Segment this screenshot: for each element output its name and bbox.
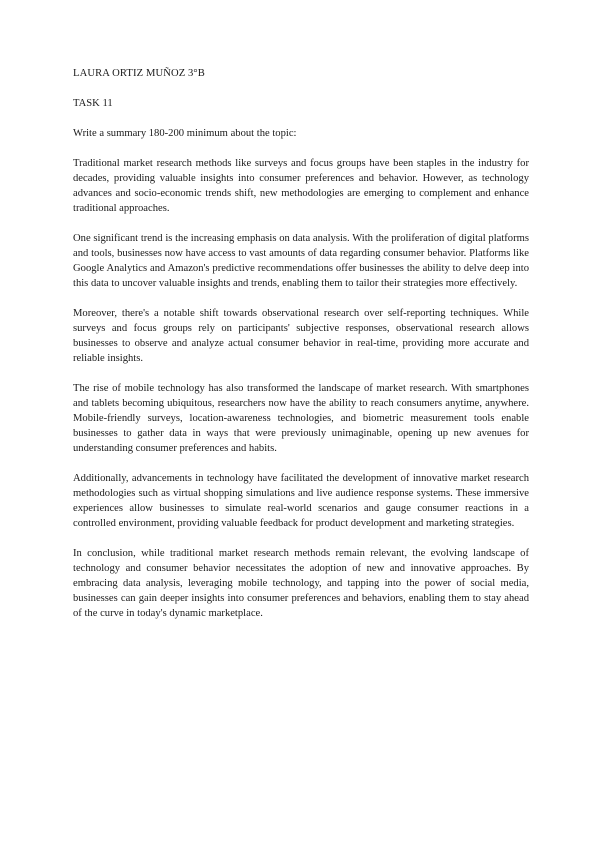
paragraph-intro: Traditional market research methods like surveys and focus groups have been staples in the industry for decades, providing valuable insights into consumer preferences and behavior. However, as technology advances and socio-economic trends shift, new methodologies are emerging to complement and enhance traditional approaches. xyxy=(73,158,529,214)
paragraph-innovative-methodologies: Additionally, advancements in technology have facilitated the development of innovative market research methodologies such as virtual shopping simulations and live audience response systems. These immersive experiences allow businesses to simulate real-world scenarios and gauge consumer reactions in a controlled environment, providing valuable feedback for product development and marketing strategies. xyxy=(73,473,529,529)
author-line: LAURA ORTIZ MUÑOZ 3°B xyxy=(73,68,205,79)
document-body xyxy=(73,66,529,636)
paragraph-data-analysis: One significant trend is the increasing emphasis on data analysis. With the proliferation of digital platforms and tools, businesses now have access to vast amounts of data regarding consumer behavior. Platforms like Google Analytics and Amazon's predictive recommendations offer businesses the ability to delve deep into this data to uncover valuable insights and trends, enabling them to tailor their strategies more effectively. xyxy=(73,233,529,289)
paragraph-observational-research: Moreover, there's a notable shift towards observational research over self-reporting techniques. While surveys and focus groups rely on participants' subjective responses, observational research allows businesses to observe and analyze actual consumer behavior in real-time, providing more accurate and reliable insights. xyxy=(73,308,529,364)
task-prompt: Write a summary 180-200 minimum about the topic: xyxy=(73,128,297,139)
paragraph-mobile-technology: The rise of mobile technology has also transformed the landscape of market research. With smartphones and tablets becoming ubiquitous, researchers now have the ability to reach consumers anytime, anywhere. Mobile-friendly surveys, location-awareness technologies, and biometric measurement tools enable businesses to gather data in ways that were previously unimaginable, opening up new avenues for understanding consumer preferences and habits. xyxy=(73,383,529,454)
task-title: TASK 11 xyxy=(73,98,113,109)
paragraph-conclusion: In conclusion, while traditional market research methods remain relevant, the evolving landscape of technology and consumer behavior necessitates the adoption of new and innovative approaches. By embracing data analysis, leveraging mobile technology, and tapping into the power of social media, businesses can gain deeper insights into consumer preferences and behaviors, enabling them to stay ahead of the curve in today's dynamic marketplace. xyxy=(73,548,529,619)
